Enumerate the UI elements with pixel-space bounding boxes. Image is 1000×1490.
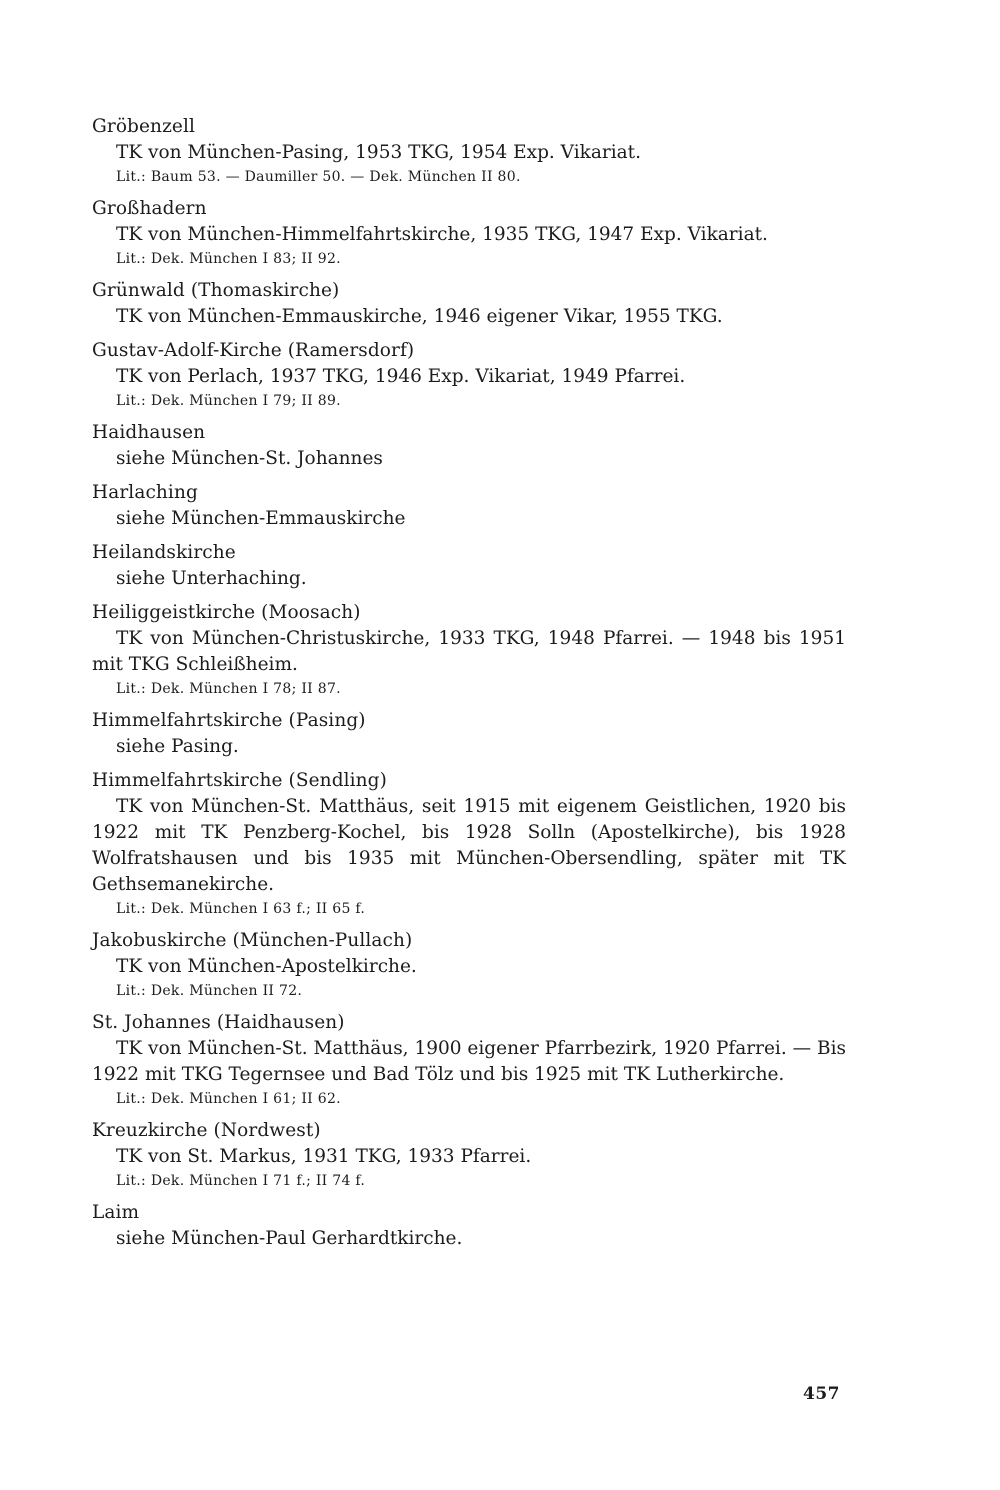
- entry-st-johannes: [92, 1010, 846, 1110]
- entry-gruenwald: [92, 278, 846, 330]
- entry-heading: St. Johannes (Haidhausen): [92, 1012, 345, 1033]
- entry-heading: Gustav-Adolf-Kirche (Ramersdorf): [92, 340, 415, 361]
- entry-heilandskirche: [92, 540, 846, 592]
- entry-body: TK von München-Himmelfahrtskirche, 1935 TKG, 1947 Exp. Vikariat.: [116, 224, 768, 245]
- entry-heiliggeistkirche: [92, 600, 846, 700]
- entry-body: siehe München-Emmauskirche: [116, 508, 406, 529]
- entry-heading: Himmelfahrtskirche (Sendling): [92, 770, 387, 791]
- entry-laim: [92, 1200, 846, 1252]
- entry-literature: Lit.: Dek. München I 71 f.; II 74 f.: [116, 1173, 366, 1189]
- entry-harlaching: [92, 480, 846, 532]
- entry-body: siehe Pasing.: [116, 736, 239, 757]
- entry-heading: Heilandskirche: [92, 542, 236, 563]
- entry-kreuzkirche: [92, 1118, 846, 1192]
- entry-heading: Harlaching: [92, 482, 198, 503]
- entry-body: TK von München-Apostelkirche.: [116, 956, 417, 977]
- entry-literature: Lit.: Dek. München I 61; II 62.: [116, 1091, 341, 1107]
- entry-heading: Großhadern: [92, 198, 207, 219]
- entry-jakobuskirche: [92, 928, 846, 1002]
- entry-heading: Haidhausen: [92, 422, 206, 443]
- entry-heading: Grünwald (Thomaskirche): [92, 280, 340, 301]
- entry-heading: Heiliggeistkirche (Moosach): [92, 602, 361, 623]
- entry-body: TK von Perlach, 1937 TKG, 1946 Exp. Vikariat, 1949 Pfarrei.: [116, 366, 686, 387]
- document-page: [92, 114, 846, 1260]
- entry-literature: Lit.: Dek. München II 72.: [116, 983, 303, 999]
- entry-body: TK von München-St. Matthäus, 1900 eigener Pfarrbezirk, 1920 Pfarrei. — Bis 1922 mit TKG Tegernsee und Bad Tölz und bis 1925 mit TK Lutherkirche.: [92, 1038, 846, 1085]
- entry-literature: Lit.: Dek. München I 79; II 89.: [116, 393, 341, 409]
- entry-body: siehe München-Paul Gerhardtkirche.: [116, 1228, 463, 1249]
- entry-literature: Lit.: Dek. München I 78; II 87.: [116, 681, 341, 697]
- entry-himmelfahrtskirche-sendling: [92, 768, 846, 920]
- entry-body: siehe München-St. Johannes: [116, 448, 383, 469]
- entry-groebenzell: [92, 114, 846, 188]
- entry-himmelfahrtskirche-pasing: [92, 708, 846, 760]
- entry-heading: Laim: [92, 1202, 140, 1223]
- entry-body: TK von München-Pasing, 1953 TKG, 1954 Exp. Vikariat.: [116, 142, 641, 163]
- entry-body: TK von München-St. Matthäus, seit 1915 mit eigenem Geistlichen, 1920 bis 1922 mit TK Penzberg-Kochel, bis 1928 Solln (Apostelkirche), bis 1928 Wolfratshausen und bis 1935 mit München-Obersendling, später mit TK Gethsemanekirche.: [92, 796, 846, 895]
- entry-literature: Lit.: Dek. München I 63 f.; II 65 f.: [116, 901, 366, 917]
- entry-body: siehe Unterhaching.: [116, 568, 307, 589]
- entry-heading: Gröbenzell: [92, 116, 195, 137]
- page-number: 457: [803, 1384, 840, 1404]
- entry-heading: Kreuzkirche (Nordwest): [92, 1120, 321, 1141]
- entry-literature: Lit.: Baum 53. — Daumiller 50. — Dek. München II 80.: [116, 169, 521, 185]
- entry-haidhausen: [92, 420, 846, 472]
- entry-literature: Lit.: Dek. München I 83; II 92.: [116, 251, 341, 267]
- entry-body: TK von München-Emmauskirche, 1946 eigener Vikar, 1955 TKG.: [116, 306, 723, 327]
- entry-heading: Jakobuskirche (München-Pullach): [92, 930, 413, 951]
- entry-gustav-adolf-kirche: [92, 338, 846, 412]
- entry-body: TK von München-Christuskirche, 1933 TKG, 1948 Pfarrei. — 1948 bis 1951 mit TKG Schleißheim.: [92, 628, 846, 675]
- entry-grosshadern: [92, 196, 846, 270]
- entry-body: TK von St. Markus, 1931 TKG, 1933 Pfarrei.: [116, 1146, 532, 1167]
- entry-heading: Himmelfahrtskirche (Pasing): [92, 710, 366, 731]
